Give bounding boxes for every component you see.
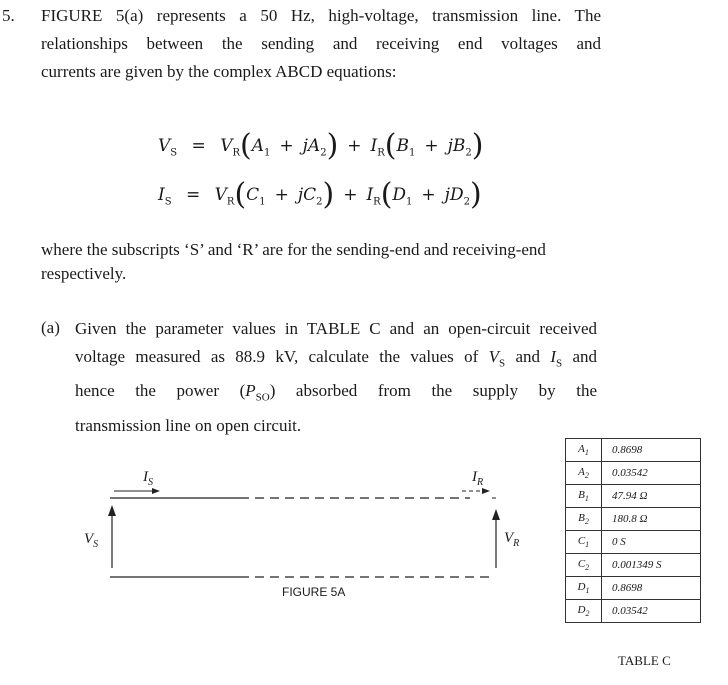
intro-line: relationships between the sending and receiving end voltages and [41,34,601,53]
ir-label: $I_R$ [472,469,484,488]
table-row [566,600,701,623]
eq-lhs: $V_S$ [158,136,178,159]
where-text: where the subscripts ‘S’ and ‘R’ are for the sending-end and receiving-end respectively. [41,240,546,283]
param-value: 0.03542 [602,462,701,485]
part-a-line: transmission line on open circuit. [75,415,302,435]
question-number: 5. [2,6,15,25]
param-name: $D_1$ [566,577,602,600]
param-value: 0.001349 S [602,554,701,577]
param-value: 0.8698 [602,439,701,462]
param-value: 0.8698 [602,577,701,600]
table-c [565,438,701,623]
figure-caption: FIGURE 5A [282,585,346,599]
vs-arrow-head [108,505,116,516]
equation-vs: $V_S = V_R(A_1 + jA_2) + I_R(B_1 + jB_2)$ [158,128,484,163]
table-row [566,508,701,531]
table-row [566,531,701,554]
param-value: 47.94 Ω [602,485,701,508]
part-a-line: Given the parameter values in TABLE C and an open-circuit received [75,319,597,338]
param-value: 0 S [602,531,701,554]
param-name: $A_1$ [566,439,602,462]
table-row [566,577,701,600]
intro-line: currents are given by the complex ABCD equations: [41,62,397,81]
param-value: 180.8 Ω [602,508,701,531]
eq-lhs: $I_S$ [158,185,172,208]
table-row [566,485,701,508]
param-name: $A_2$ [566,462,602,485]
table-row [566,462,701,485]
param-name: $C_1$ [566,531,602,554]
param-name: $C_2$ [566,554,602,577]
vs-label: $V_S$ [84,531,99,550]
param-name: $B_1$ [566,485,602,508]
table-row [566,554,701,577]
table-c-caption: TABLE C [618,653,671,668]
param-name: $D_2$ [566,600,602,623]
table-row [566,439,701,462]
intro-line: FIGURE 5(a) represents a 50 Hz, high-voltage, transmission line. The [41,6,601,25]
vr-arrow-head [492,509,500,520]
part-a-line: hence the power $(P_{SO})$ absorbed from the supply by the [75,381,597,404]
vr-label: $V_R$ [504,530,520,549]
param-value: 0.03542 [602,600,701,623]
part-a-label: (a) [41,318,60,337]
ir-arrow-head [482,488,490,494]
is-label: $I_S$ [143,469,153,488]
equation-is: $I_S = V_R(C_1 + jC_2) + I_R(D_1 + jD_2)$ [158,177,482,212]
part-a-line: voltage measured as 88.9 kV, calculate the values of $V_S$ and $I_S$ and [75,347,597,370]
param-name: $B_2$ [566,508,602,531]
is-arrow-head [152,488,160,494]
